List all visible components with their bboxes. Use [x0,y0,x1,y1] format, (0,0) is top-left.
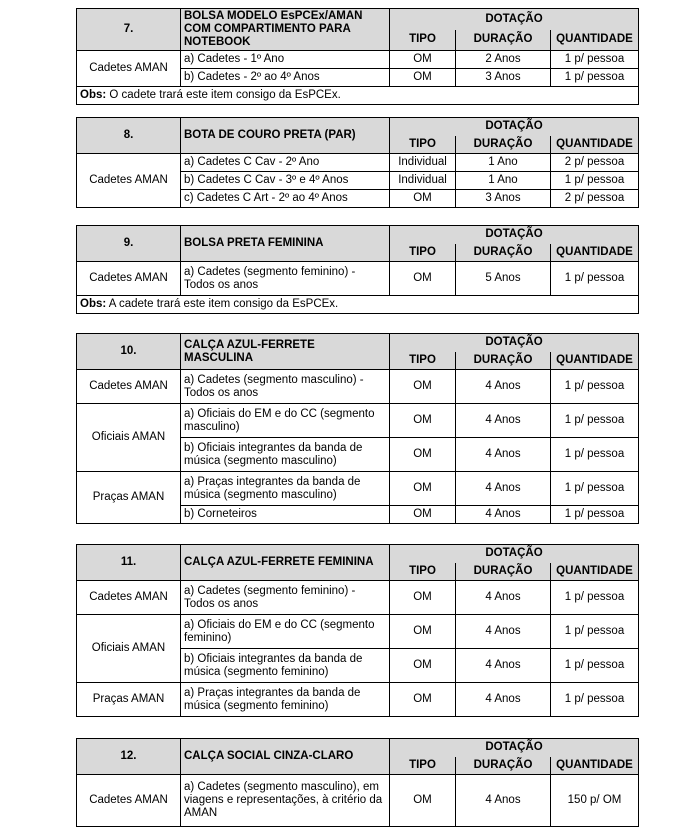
group-label: Praças AMAN [77,683,181,717]
row-tipo: Individual [390,154,456,172]
duracao-header: DURAÇÃO [456,136,551,154]
row-duracao: 4 Anos [456,649,551,683]
obs-text: O cadete trará este item consigo da EsPCEx. [106,89,341,101]
row-tipo: OM [390,69,456,87]
row-duracao: 5 Anos [456,262,551,296]
row-description: a) Cadetes (segmento masculino), em viagens e representações, à critério da AMAN [181,775,390,827]
table-row [77,581,639,615]
quantidade-header: QUANTIDADE [551,563,639,581]
row-duracao: 4 Anos [456,370,551,404]
item-table [76,117,639,208]
row-quantidade: 1 p/ pessoa [551,683,639,717]
row-tipo: OM [390,438,456,472]
row-description: a) Cadetes (segmento feminino) - Todos os anos [181,581,390,615]
group-label: Cadetes AMAN [77,154,181,208]
row-duracao: 1 Ano [456,154,551,172]
header-row [77,545,639,563]
row-description: a) Cadetes - 1º Ano [181,51,390,69]
tipo-header: TIPO [390,757,456,775]
row-duracao: 1 Ano [456,172,551,190]
row-description: a) Cadetes (segmento feminino) - Todos os anos [181,262,390,296]
duracao-header: DURAÇÃO [456,30,551,51]
dotacao-header: DOTAÇÃO [390,334,639,352]
item-number: 8. [77,118,181,154]
row-duracao: 4 Anos [456,472,551,506]
row-tipo: OM [390,370,456,404]
table-row [77,404,639,438]
row-description: a) Praças integrantes da banda de música (segmento masculino) [181,472,390,506]
table-row [77,775,639,827]
obs-text: A cadete trará este item consigo da EsPCEx. [106,298,339,310]
row-description: b) Corneteiros [181,506,390,524]
tipo-header: TIPO [390,136,456,154]
row-description: b) Cadetes C Cav - 3º e 4º Anos [181,172,390,190]
header-row [77,739,639,757]
group-label: Oficiais AMAN [77,404,181,472]
row-tipo: OM [390,472,456,506]
group-label: Oficiais AMAN [77,615,181,683]
obs-row [77,87,639,105]
row-tipo: OM [390,683,456,717]
row-tipo: OM [390,775,456,827]
duracao-header: DURAÇÃO [456,563,551,581]
row-quantidade: 1 p/ pessoa [551,69,639,87]
obs-note [77,87,639,105]
item-number: 7. [77,9,181,51]
quantidade-header: QUANTIDADE [551,136,639,154]
table-row [77,370,639,404]
row-duracao: 4 Anos [456,615,551,649]
row-tipo: OM [390,581,456,615]
row-duracao: 4 Anos [456,775,551,827]
item-title: BOLSA PRETA FEMININA [181,226,390,262]
row-description: a) Cadetes (segmento masculino) - Todos os anos [181,370,390,404]
row-quantidade: 1 p/ pessoa [551,404,639,438]
quantidade-header: QUANTIDADE [551,352,639,370]
row-tipo: OM [390,51,456,69]
row-quantidade: 2 p/ pessoa [551,190,639,208]
item-title: BOTA DE COURO PRETA (PAR) [181,118,390,154]
group-label: Praças AMAN [77,472,181,524]
row-quantidade: 1 p/ pessoa [551,262,639,296]
row-description: b) Oficiais integrantes da banda de música (segmento masculino) [181,438,390,472]
dotacao-header: DOTAÇÃO [390,739,639,757]
header-row [77,334,639,352]
header-row [77,226,639,244]
table-row [77,615,639,649]
row-quantidade: 1 p/ pessoa [551,615,639,649]
tipo-header: TIPO [390,563,456,581]
item-table [76,333,639,524]
duracao-header: DURAÇÃO [456,757,551,775]
row-quantidade: 1 p/ pessoa [551,472,639,506]
row-quantidade: 1 p/ pessoa [551,438,639,472]
group-label: Cadetes AMAN [77,581,181,615]
row-tipo: OM [390,615,456,649]
row-duracao: 4 Anos [456,581,551,615]
item-table [76,8,639,105]
table-row [77,262,639,296]
obs-label: Obs: [80,298,107,310]
group-label: Cadetes AMAN [77,262,181,296]
row-tipo: OM [390,649,456,683]
row-description: b) Cadetes - 2º ao 4º Anos [181,69,390,87]
row-description: a) Cadetes C Cav - 2º Ano [181,154,390,172]
row-quantidade: 150 p/ OM [551,775,639,827]
dotacao-header: DOTAÇÃO [390,226,639,244]
group-label: Cadetes AMAN [77,775,181,827]
duracao-header: DURAÇÃO [456,352,551,370]
dotacao-header: DOTAÇÃO [390,118,639,136]
dotacao-header: DOTAÇÃO [390,545,639,563]
row-quantidade: 2 p/ pessoa [551,154,639,172]
row-quantidade: 1 p/ pessoa [551,649,639,683]
item-title: CALÇA AZUL-FERRETE FEMININA [181,545,390,581]
header-row [77,118,639,136]
row-description: b) Oficiais integrantes da banda de música (segmento feminino) [181,649,390,683]
item-table [76,738,639,827]
tipo-header: TIPO [390,352,456,370]
quantidade-header: QUANTIDADE [551,30,639,51]
obs-row [77,296,639,314]
item-number: 10. [77,334,181,370]
row-tipo: OM [390,262,456,296]
row-quantidade: 1 p/ pessoa [551,172,639,190]
item-title: CALÇA AZUL-FERRETE MASCULINA [181,334,390,370]
row-tipo: OM [390,190,456,208]
obs-note [77,296,639,314]
row-duracao: 4 Anos [456,506,551,524]
row-duracao: 3 Anos [456,190,551,208]
row-duracao: 4 Anos [456,404,551,438]
item-title: BOLSA MODELO EsPCEx/AMAN COM COMPARTIMENTO PARA NOTEBOOK [181,9,390,51]
row-tipo: OM [390,404,456,438]
row-description: a) Oficiais do EM e do CC (segmento masculino) [181,404,390,438]
item-table [76,225,639,314]
header-row [77,9,639,30]
obs-label: Obs: [80,89,107,101]
tipo-header: TIPO [390,244,456,262]
row-quantidade: 1 p/ pessoa [551,581,639,615]
table-row [77,51,639,69]
row-description: c) Cadetes C Art - 2º ao 4º Anos [181,190,390,208]
row-duracao: 2 Anos [456,51,551,69]
row-tipo: Individual [390,172,456,190]
row-description: a) Oficiais do EM e do CC (segmento feminino) [181,615,390,649]
item-table [76,544,639,717]
table-row [77,472,639,506]
row-quantidade: 1 p/ pessoa [551,370,639,404]
row-quantidade: 1 p/ pessoa [551,51,639,69]
group-label: Cadetes AMAN [77,51,181,87]
dotacao-header: DOTAÇÃO [390,9,639,30]
item-number: 12. [77,739,181,775]
quantidade-header: QUANTIDADE [551,244,639,262]
table-row [77,683,639,717]
row-duracao: 4 Anos [456,438,551,472]
row-description: a) Praças integrantes da banda de música (segmento feminino) [181,683,390,717]
quantidade-header: QUANTIDADE [551,757,639,775]
tipo-header: TIPO [390,30,456,51]
table-row [77,154,639,172]
row-quantidade: 1 p/ pessoa [551,506,639,524]
row-duracao: 4 Anos [456,683,551,717]
item-number: 9. [77,226,181,262]
group-label: Cadetes AMAN [77,370,181,404]
row-tipo: OM [390,506,456,524]
row-duracao: 3 Anos [456,69,551,87]
item-title: CALÇA SOCIAL CINZA-CLARO [181,739,390,775]
duracao-header: DURAÇÃO [456,244,551,262]
item-number: 11. [77,545,181,581]
